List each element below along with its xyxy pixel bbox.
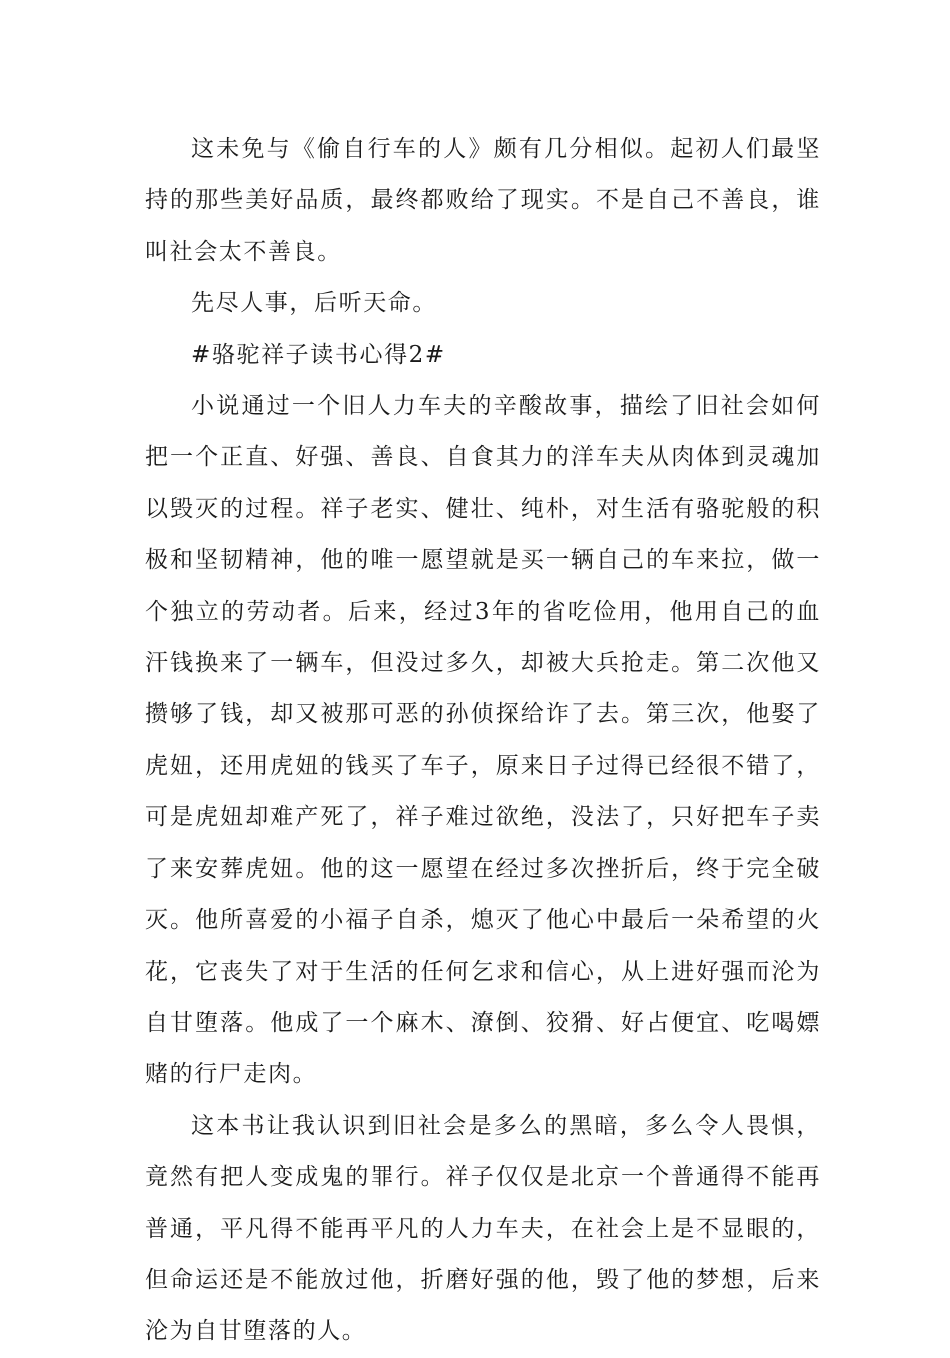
paragraph-story-summary: 小说通过一个旧人力车夫的辛酸故事，描绘了旧社会如何把一个正直、好强、善良、自食其力的洋车夫从肉体到灵魂加以毁灭的过程。祥子老实、健壮、纯朴，对生活有骆驼般的积极和坚韧精神，他的唯一愿望就是买一辆自己的车来拉，做一个独立的劳动者。后来，经过3年的省吃俭用，他用自己的血汗钱换来了一辆车，但没过多久，却被大兵抢走。第二次他又攒够了钱，却又被那可恶的孙侦探给诈了去。第三次，他娶了虎妞，还用虎妞的钱买了车子，原来日子过得已经很不错了，可是虎妞却难产死了，祥子难过欲绝，没法了，只好把车子卖了来安葬虎妞。他的这一愿望在经过多次挫折后，终于完全破灭。他所喜爱的小福子自杀，熄灭了他心中最后一朵希望的火花，它丧失了对于生活的任何乞求和信心，从上进好强而沦为自甘堕落。他成了一个麻木、潦倒、狡猾、好占便宜、吃喝嫖赌的行尸走肉。 [145, 393, 821, 1088]
paragraph-fate-saying: 先尽人事，后听天命。 [191, 290, 437, 317]
document-body [145, 124, 821, 1358]
section-heading-reading-notes-2: #骆驼祥子读书心得2# [191, 341, 446, 368]
paragraph-bicycle-thieves-comparison: 这未免与《偷自行车的人》颇有几分相似。起初人们最坚持的那些美好品质，最终都败给了现实。不是自己不善良，谁叫社会太不善良。 [145, 136, 821, 265]
paragraph-reflection: 这本书让我认识到旧社会是多么的黑暗，多么令人畏惧，竟然有把人变成鬼的罪行。祥子仅仅是北京一个普通得不能再普通，平凡得不能再平凡的人力车夫，在社会上是不显眼的，但命运还是不能放过他，折磨好强的他，毁了他的梦想，后来沦为自甘堕落的人。 [145, 1112, 821, 1345]
